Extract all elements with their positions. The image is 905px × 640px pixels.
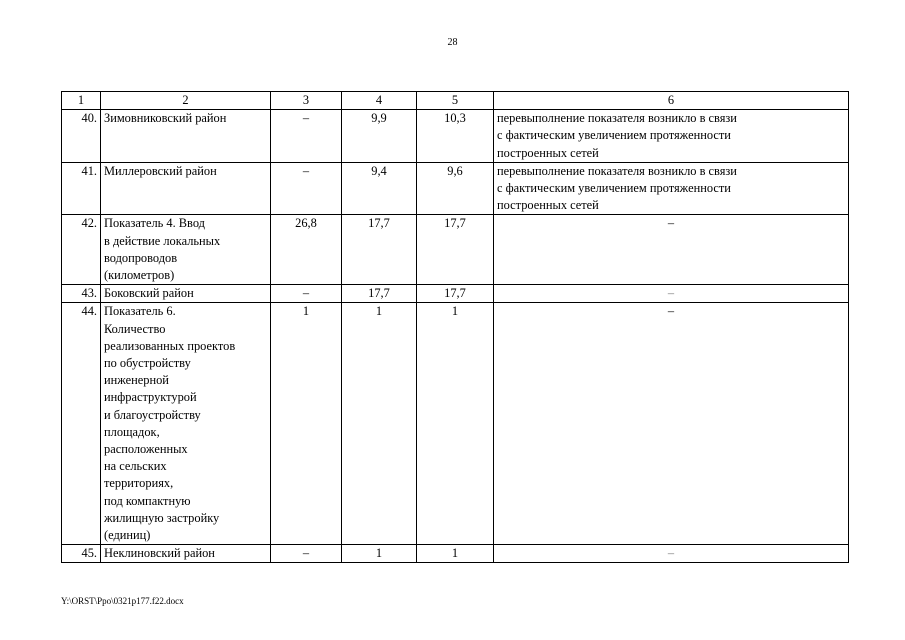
row-col3: – xyxy=(271,162,342,215)
header-cell: 2 xyxy=(101,92,271,110)
row-name: Показатель 6. Количество реализованных проектов по обустройству инженерной инфраструктурой и благоустройству площадок, расположенных на сельских территориях, под компактную жилищную застройку (единиц) xyxy=(101,303,271,545)
row-name: Миллеровский район xyxy=(101,162,271,215)
row-number: 45. xyxy=(62,545,101,563)
table-row xyxy=(62,285,849,303)
row-col4: 9,9 xyxy=(342,110,417,163)
row-name: Показатель 4. Ввод в действие локальных водопроводов (километров) xyxy=(101,215,271,285)
row-col4: 1 xyxy=(342,545,417,563)
table-row xyxy=(62,162,849,215)
row-note: перевыполнение показателя возникло в связи с фактическим увеличением протяженности построенных сетей xyxy=(494,162,849,215)
row-col5: 1 xyxy=(417,303,494,545)
row-note: перевыполнение показателя возникло в связи с фактическим увеличением протяженности построенных сетей xyxy=(494,110,849,163)
row-note: – xyxy=(494,285,849,303)
row-name: Боковский район xyxy=(101,285,271,303)
row-number: 40. xyxy=(62,110,101,163)
row-col5: 9,6 xyxy=(417,162,494,215)
page-number: 28 xyxy=(447,37,458,48)
row-note: – xyxy=(494,545,849,563)
row-col5: 1 xyxy=(417,545,494,563)
row-name: Неклиновский район xyxy=(101,545,271,563)
table-row xyxy=(62,215,849,285)
row-note: – xyxy=(494,215,849,285)
row-col4: 17,7 xyxy=(342,215,417,285)
report-table xyxy=(61,91,849,563)
row-col4: 17,7 xyxy=(342,285,417,303)
table-row xyxy=(62,303,849,545)
table-row xyxy=(62,110,849,163)
row-col4: 9,4 xyxy=(342,162,417,215)
row-col3: 26,8 xyxy=(271,215,342,285)
table-header-row xyxy=(62,92,849,110)
row-number: 41. xyxy=(62,162,101,215)
header-cell: 5 xyxy=(417,92,494,110)
row-col3: 1 xyxy=(271,303,342,545)
row-number: 43. xyxy=(62,285,101,303)
row-col3: – xyxy=(271,110,342,163)
row-number: 42. xyxy=(62,215,101,285)
header-cell: 3 xyxy=(271,92,342,110)
header-cell: 6 xyxy=(494,92,849,110)
table-row xyxy=(62,545,849,563)
row-name: Зимовниковский район xyxy=(101,110,271,163)
row-note: – xyxy=(494,303,849,545)
row-col5: 17,7 xyxy=(417,215,494,285)
row-col3: – xyxy=(271,545,342,563)
row-col5: 10,3 xyxy=(417,110,494,163)
row-col3: – xyxy=(271,285,342,303)
header-cell: 4 xyxy=(342,92,417,110)
row-col5: 17,7 xyxy=(417,285,494,303)
footer-file-path: Y:\ORST\Ppo\0321p177.f22.docx xyxy=(61,596,184,606)
row-col4: 1 xyxy=(342,303,417,545)
header-cell: 1 xyxy=(62,92,101,110)
row-number: 44. xyxy=(62,303,101,545)
